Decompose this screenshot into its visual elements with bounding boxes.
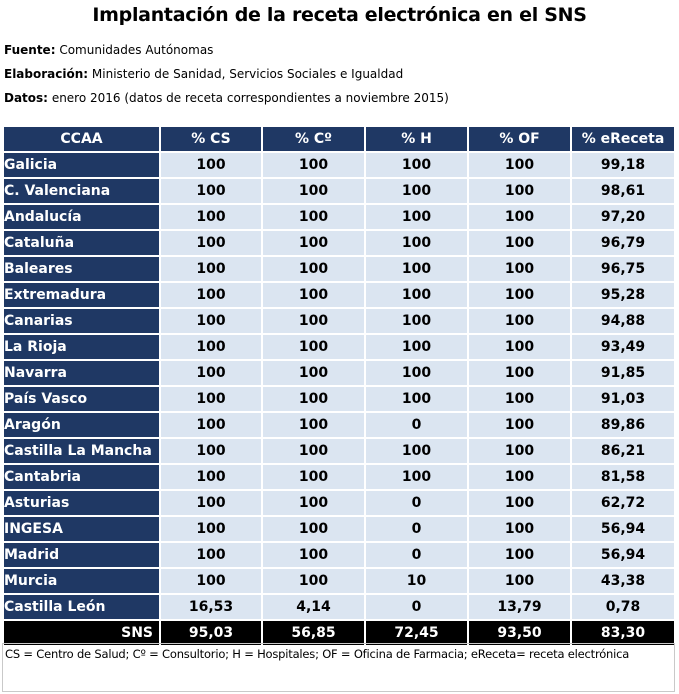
ereceta-cell: 56,94: [572, 517, 674, 541]
cs-cell: 100: [161, 517, 261, 541]
ereceta-cell: 97,20: [572, 205, 674, 229]
ccaa-cell: Castilla León: [4, 595, 159, 619]
ccaa-cell: Aragón: [4, 413, 159, 437]
ereceta-cell: 89,86: [572, 413, 674, 437]
cs-cell: 100: [161, 439, 261, 463]
table-row: [4, 335, 674, 359]
farmacia-cell: 100: [469, 153, 570, 177]
cs-cell: 100: [161, 361, 261, 385]
hospitales-cell: 100: [366, 231, 467, 255]
cs-cell: 100: [161, 231, 261, 255]
ereceta-table: [2, 125, 676, 647]
total-cs: 95,03: [161, 621, 261, 645]
ccaa-cell: La Rioja: [4, 335, 159, 359]
farmacia-cell: 100: [469, 361, 570, 385]
source-value: Comunidades Autónomas: [59, 43, 214, 57]
hospitales-cell: 100: [366, 335, 467, 359]
consultorio-cell: 100: [263, 205, 364, 229]
table-row: [4, 465, 674, 489]
farmacia-cell: 100: [469, 335, 570, 359]
consultorio-cell: 100: [263, 569, 364, 593]
farmacia-cell: 100: [469, 543, 570, 567]
ereceta-cell: 43,38: [572, 569, 674, 593]
table-header-row: [4, 127, 674, 151]
data-date-label: Datos:: [4, 91, 48, 105]
hospitales-cell: 10: [366, 569, 467, 593]
hospitales-cell: 0: [366, 413, 467, 437]
ereceta-cell: 81,58: [572, 465, 674, 489]
farmacia-cell: 100: [469, 413, 570, 437]
table-row: [4, 595, 674, 619]
table-row: [4, 309, 674, 333]
elaboration-value: Ministerio de Sanidad, Servicios Sociales e Igualdad: [91, 67, 404, 81]
consultorio-cell: 100: [263, 439, 364, 463]
cs-cell: 100: [161, 569, 261, 593]
farmacia-cell: 100: [469, 387, 570, 411]
total-farmacia: 93,50: [469, 621, 570, 645]
consultorio-cell: 100: [263, 543, 364, 567]
cs-cell: 100: [161, 283, 261, 307]
cs-cell: 100: [161, 543, 261, 567]
table-row: [4, 439, 674, 463]
farmacia-cell: 100: [469, 569, 570, 593]
cs-cell: 100: [161, 179, 261, 203]
consultorio-cell: 100: [263, 283, 364, 307]
column-header-consultorio: % Cº: [263, 127, 364, 151]
table-row: [4, 231, 674, 255]
hospitales-cell: 0: [366, 517, 467, 541]
cs-cell: 100: [161, 413, 261, 437]
hospitales-cell: 100: [366, 465, 467, 489]
ereceta-cell: 62,72: [572, 491, 674, 515]
hospitales-cell: 100: [366, 179, 467, 203]
consultorio-cell: 100: [263, 309, 364, 333]
hospitales-cell: 100: [366, 257, 467, 281]
farmacia-cell: 100: [469, 439, 570, 463]
total-ereceta: 83,30: [572, 621, 674, 645]
total-consultorio: 56,85: [263, 621, 364, 645]
source-label: Fuente:: [4, 43, 56, 57]
hospitales-cell: 100: [366, 361, 467, 385]
table-row: [4, 413, 674, 437]
cs-cell: 100: [161, 257, 261, 281]
consultorio-cell: 100: [263, 179, 364, 203]
cs-cell: 100: [161, 153, 261, 177]
ccaa-cell: Galicia: [4, 153, 159, 177]
ccaa-cell: Navarra: [4, 361, 159, 385]
ccaa-cell: Cataluña: [4, 231, 159, 255]
hospitales-cell: 100: [366, 309, 467, 333]
ccaa-cell: País Vasco: [4, 387, 159, 411]
table-row: [4, 517, 674, 541]
elaboration-label: Elaboración:: [4, 67, 89, 81]
consultorio-cell: 100: [263, 517, 364, 541]
ereceta-cell: 56,94: [572, 543, 674, 567]
ccaa-cell: Baleares: [4, 257, 159, 281]
farmacia-cell: 100: [469, 231, 570, 255]
ccaa-cell: C. Valenciana: [4, 179, 159, 203]
farmacia-cell: 100: [469, 179, 570, 203]
hospitales-cell: 0: [366, 595, 467, 619]
consultorio-cell: 100: [263, 257, 364, 281]
consultorio-cell: 100: [263, 387, 364, 411]
consultorio-cell: 100: [263, 413, 364, 437]
hospitales-cell: 100: [366, 283, 467, 307]
ccaa-cell: Extremadura: [4, 283, 159, 307]
farmacia-cell: 100: [469, 205, 570, 229]
table-row: [4, 257, 674, 281]
farmacia-cell: 100: [469, 283, 570, 307]
table-row: [4, 361, 674, 385]
cs-cell: 100: [161, 335, 261, 359]
cs-cell: 100: [161, 491, 261, 515]
hospitales-cell: 0: [366, 491, 467, 515]
ccaa-cell: Asturias: [4, 491, 159, 515]
column-header-farmacia: % OF: [469, 127, 570, 151]
column-header-cs: % CS: [161, 127, 261, 151]
page-title: Implantación de la receta electrónica en el SNS: [92, 4, 587, 26]
ereceta-cell: 96,79: [572, 231, 674, 255]
consultorio-cell: 100: [263, 153, 364, 177]
farmacia-cell: 100: [469, 465, 570, 489]
ereceta-cell: 86,21: [572, 439, 674, 463]
column-header-hospitales: % H: [366, 127, 467, 151]
column-header-ccaa: CCAA: [4, 127, 159, 151]
elaboration-line: [4, 67, 403, 81]
ccaa-cell: Cantabria: [4, 465, 159, 489]
cs-cell: 100: [161, 387, 261, 411]
consultorio-cell: 100: [263, 231, 364, 255]
farmacia-cell: 100: [469, 257, 570, 281]
table-row: [4, 569, 674, 593]
ereceta-cell: 99,18: [572, 153, 674, 177]
ccaa-cell: Murcia: [4, 569, 159, 593]
data-date-line: [4, 91, 449, 105]
farmacia-cell: 100: [469, 491, 570, 515]
table-row: [4, 283, 674, 307]
table-row: [4, 543, 674, 567]
ccaa-cell: Canarias: [4, 309, 159, 333]
hospitales-cell: 100: [366, 387, 467, 411]
farmacia-cell: 13,79: [469, 595, 570, 619]
source-line: [4, 43, 213, 57]
ereceta-cell: 94,88: [572, 309, 674, 333]
ereceta-cell: 0,78: [572, 595, 674, 619]
cs-cell: 100: [161, 205, 261, 229]
legend-note: CS = Centro de Salud; Cº = Consultorio; H = Hospitales; OF = Oficina de Farmacia; eReceta= receta electrónica: [2, 643, 675, 692]
consultorio-cell: 100: [263, 491, 364, 515]
hospitales-cell: 100: [366, 439, 467, 463]
table-row: [4, 205, 674, 229]
table-row: [4, 153, 674, 177]
hospitales-cell: 100: [366, 205, 467, 229]
ccaa-cell: INGESA: [4, 517, 159, 541]
consultorio-cell: 100: [263, 361, 364, 385]
total-label: SNS: [4, 621, 159, 645]
consultorio-cell: 100: [263, 335, 364, 359]
table-row: [4, 387, 674, 411]
ereceta-cell: 93,49: [572, 335, 674, 359]
table-row: [4, 179, 674, 203]
ccaa-cell: Andalucía: [4, 205, 159, 229]
ccaa-cell: Madrid: [4, 543, 159, 567]
cs-cell: 100: [161, 309, 261, 333]
consultorio-cell: 4,14: [263, 595, 364, 619]
ereceta-cell: 96,75: [572, 257, 674, 281]
cs-cell: 16,53: [161, 595, 261, 619]
total-row: [4, 621, 674, 645]
data-date-value: enero 2016 (datos de receta correspondientes a noviembre 2015): [51, 91, 449, 105]
hospitales-cell: 100: [366, 153, 467, 177]
total-hospitales: 72,45: [366, 621, 467, 645]
hospitales-cell: 0: [366, 543, 467, 567]
cs-cell: 100: [161, 465, 261, 489]
table-body: [4, 153, 674, 619]
ereceta-cell: 91,03: [572, 387, 674, 411]
table-row: [4, 491, 674, 515]
ereceta-cell: 91,85: [572, 361, 674, 385]
farmacia-cell: 100: [469, 517, 570, 541]
ccaa-cell: Castilla La Mancha: [4, 439, 159, 463]
column-header-ereceta: % eReceta: [572, 127, 674, 151]
consultorio-cell: 100: [263, 465, 364, 489]
ereceta-cell: 98,61: [572, 179, 674, 203]
ereceta-cell: 95,28: [572, 283, 674, 307]
farmacia-cell: 100: [469, 309, 570, 333]
